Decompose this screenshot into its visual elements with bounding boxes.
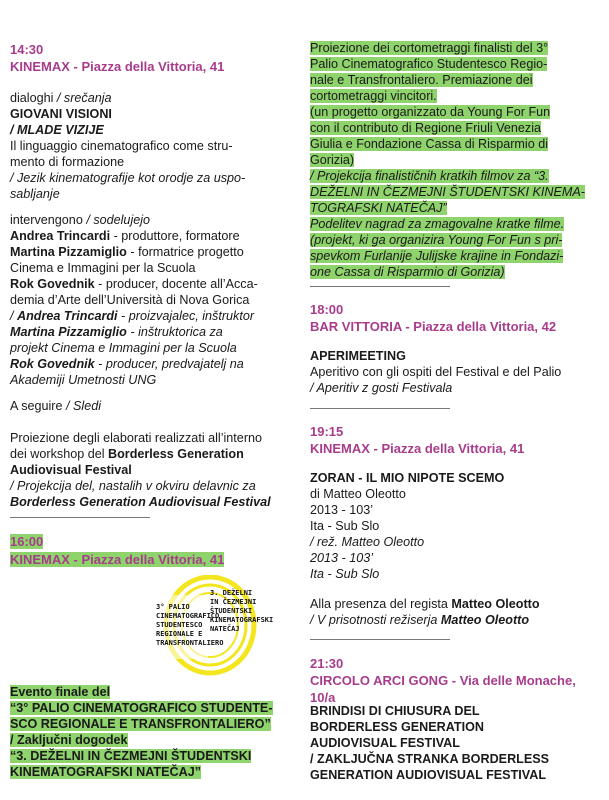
event-time: 19:15 <box>310 424 344 439</box>
top-it-line: cortometraggi vincitori. <box>310 89 437 103</box>
evento-finale-block <box>10 684 298 780</box>
top-it-line: Palio Cinematografico Studentesco Regio- <box>310 57 548 71</box>
divider <box>310 286 450 287</box>
speaker-name: Andrea Trincardi <box>10 229 111 243</box>
speaker-role: demia d’Arte dell’Università di Nova Gorica <box>10 293 250 307</box>
event-time: 18:00 <box>310 302 344 317</box>
top-sl-line: one Cassa di Risparmio di Gorizia) <box>310 265 505 279</box>
event-venue: BAR VITTORIA - Piazza della Vittoria, 42 <box>310 319 557 334</box>
speaker-role-sl: projekt Cinema e Immagini per la Scuola <box>10 341 237 355</box>
desc-sl-1: Jezik kinematografije kot orodje za uspo- <box>17 171 246 185</box>
speaker-role: - produttore, formatore <box>110 229 240 243</box>
session-title-sl: MLADE VIZIJE <box>17 123 104 137</box>
logo-line: 3° PALIO <box>156 603 190 611</box>
event-venue: KINEMAX - Piazza della Vittoria, 41 <box>10 552 225 567</box>
label-sl: sodelujejo <box>93 213 151 227</box>
logo-text-it <box>156 603 224 648</box>
film-lang: Ita - Sub Slo <box>310 519 380 533</box>
palio-logo <box>148 575 274 679</box>
label-it: dialoghi <box>10 91 54 105</box>
desc-it-2: mento di formazione <box>10 155 125 169</box>
top-it-line: Giulia e Fondazione Cassa di Risparmio di <box>310 137 548 151</box>
festival-name: Borderless Generation <box>108 447 244 461</box>
label-sl: srečanja <box>63 91 112 105</box>
divider <box>310 408 450 409</box>
aperimeeting-block <box>310 348 600 396</box>
logo-line: NATEČAJ <box>210 625 240 633</box>
palio-projection-block <box>310 40 600 280</box>
top-it-line: Proiezione dei cortometraggi finalisti del 3° <box>310 41 549 55</box>
speaker-name: Martina Pizzamiglio <box>10 245 127 259</box>
proj-it-2: dei workshop del <box>10 447 109 461</box>
logo-line: KINEMATOGRAFSKI <box>210 616 274 624</box>
event-title: APERIMEETING <box>310 349 406 363</box>
speaker-role: Cinema e Immagini per la Scuola <box>10 261 196 275</box>
event-time: 14:30 <box>10 42 44 57</box>
top-sl-line: (projekt, ki ga organizira Young For Fun s pri- <box>310 233 563 247</box>
presence-block <box>310 596 600 628</box>
presence-it: Alla presenza del regista <box>310 597 452 611</box>
festival-name: Audiovisual Festival <box>10 463 132 477</box>
speaker-name: Rok Govednik <box>10 277 95 291</box>
closing-line: BORDERLESS GENERATION <box>310 720 484 734</box>
logo-text-sl <box>210 589 274 634</box>
closing-line: BRINDISI DI CHIUSURA DEL <box>310 704 480 718</box>
evento-line: KINEMATOGRAFSKI NATEČAJ” <box>10 765 202 779</box>
event-venue: CIRCOLO ARCI GONG - Via delle Monache, 10/a <box>310 673 576 705</box>
evento-line: Evento finale del <box>10 685 111 699</box>
label-sl: Sledi <box>73 399 102 413</box>
film-year: 2013 - 103’ <box>310 503 374 517</box>
top-it-line: Gorizia) <box>310 153 355 167</box>
event-1430 <box>10 42 298 75</box>
top-sl-line: DEŽELNI IN ČEZMEJNI ŠTUDENTSKI KINEMA- <box>310 185 585 199</box>
event-desc-sl: / Aperitiv z gosti Festivala <box>310 381 453 395</box>
film-year-sl: 2013 - 103’ <box>310 551 374 565</box>
evento-line: “3° PALIO CINEMATOGRAFICO STUDENTE- <box>10 701 273 715</box>
desc-sl-2: sabljanje <box>10 187 60 201</box>
logo-line: 3. DEŽELNI <box>210 589 253 597</box>
speaker-role-sl: - inštruktorica za <box>126 325 223 339</box>
film-lang-sl: Ita - Sub Slo <box>310 567 380 581</box>
speaker-role-sl: - producer, predvajatelj na <box>94 357 244 371</box>
logo-line: TRANSFRONTALIERO <box>156 639 224 647</box>
director-name: Matteo Oleotto <box>451 597 540 611</box>
label-it: A seguire <box>10 399 63 413</box>
zoran-block <box>310 470 600 582</box>
desc-it-1: Il linguaggio cinematografico come stru- <box>10 139 233 153</box>
top-sl-line: Podelitev nagrad za zmagovalne kratke filme. <box>310 217 565 231</box>
film-director-sl: / rež. Matteo Oleotto <box>310 535 425 549</box>
proj-sl-1: Projekcija del, nastalih v okviru delavnic za <box>17 479 256 493</box>
event-time: 16:00 <box>10 534 44 549</box>
speaker-role: - producer, docente all’Acca- <box>94 277 258 291</box>
top-it-line: (un progetto organizzato da Young For Fun <box>310 105 551 119</box>
logo-line: ŠTUDENTSKI <box>210 607 253 615</box>
event-2130 <box>310 656 600 706</box>
proj-it-1: Proiezione degli elaborati realizzati all’interno <box>10 431 263 445</box>
aseguire-block: A seguire / Sledi <box>10 399 102 413</box>
top-it-line: nale e Transfrontaliero. Premiazione dei <box>310 73 533 87</box>
speaker-name: Andrea Trincardi <box>17 309 118 323</box>
event-venue: KINEMAX - Piazza della Vittoria, 41 <box>10 59 225 74</box>
speaker-role: - formatrice progetto <box>126 245 244 259</box>
divider <box>10 517 150 518</box>
speakers-block: intervengono / sodelujejo Andrea Trincardi - produttore, formatore Martina Pizzamiglio - formatrice progetto Cinema e Immagini per la Scuola Rok Govednik - producer, docente all’Acca- demia d’Arte dell’Università di Nova Gorica / Andrea Trincardi - proizvajalec, inštruktor Martina Pizzamiglio - inštruktorica za projekt Cinema e Immagini per la Scuola Rok Govednik - producer, predvajatelj na Akademiji Umetnosti UNG <box>10 212 298 388</box>
closing-line: AUDIOVISUAL FESTIVAL <box>310 736 460 750</box>
event-1915 <box>310 424 600 457</box>
speaker-name: Rok Govednik <box>10 357 95 371</box>
closing-block <box>310 703 600 783</box>
speaker-name: Martina Pizzamiglio <box>10 325 127 339</box>
event-venue: KINEMAX - Piazza della Vittoria, 41 <box>310 441 525 456</box>
logo-line: STUDENTESCO <box>156 621 203 629</box>
film-director: di Matteo Oleotto <box>310 487 406 501</box>
top-sl-line: TOGRAFSKI NATEČAJ” <box>310 201 447 215</box>
projection-block: Proiezione degli elaborati realizzati all’interno dei workshop del Borderless Generation Audiovisual Festival / Projekcija del, nastalih v okviru delavnic za Borderless Generation Audiovisual Festival <box>10 430 298 510</box>
label-it: intervengono <box>10 213 83 227</box>
session-title: GIOVANI VISIONI <box>10 107 112 121</box>
evento-line: / Zaključni dogodek <box>10 733 128 747</box>
top-sl-line: spevkom Furlanije Julijske krajine in Fondazi- <box>310 249 564 263</box>
divider <box>310 639 450 640</box>
director-name: Matteo Oleotto <box>440 613 530 627</box>
evento-line: “3. DEŽELNI IN ČEZMEJNI ŠTUDENTSKI <box>10 749 252 763</box>
top-sl-line: / Projekcija finalističnih kratkih filmov za “3. <box>310 169 549 183</box>
event-desc: Aperitivo con gli ospiti del Festival e del Palio <box>310 365 562 379</box>
logo-line: CINEMATOGRAFICO <box>156 612 220 620</box>
film-title: ZORAN - IL MIO NIPOTE SCEMO <box>310 471 505 485</box>
evento-line: SCO REGIONALE E TRANSFRONTALIERO” <box>10 717 271 731</box>
speaker-role-sl: - proizvajalec, inštruktor <box>117 309 255 323</box>
top-it-line: con il contributo di Regione Friuli Venezia <box>310 121 542 135</box>
event-time: 21:30 <box>310 656 344 671</box>
closing-line: / ZAKLJUČNA STRANKA BORDERLESS <box>310 752 550 766</box>
dialoghi-block: dialoghi / srečanja GIOVANI VISIONI / MLADE VIZIJE Il linguaggio cinematografico come stru- mento di formazione / Jezik kinematografije kot orodje za uspo- sabljanje <box>10 90 298 202</box>
logo-line: REGIONALE E <box>156 630 203 638</box>
speaker-role-sl: Akademiji Umetnosti UNG <box>10 373 157 387</box>
event-1600 <box>10 533 298 569</box>
closing-line: GENERATION AUDIOVISUAL FESTIVAL <box>310 768 547 782</box>
presence-sl: / V prisotnosti režiserja <box>310 613 441 627</box>
logo-line: IN ČEZMEJNI <box>210 598 257 606</box>
event-1800 <box>310 302 600 335</box>
festival-name-sl: Borderless Generation Audiovisual Festival <box>10 495 271 509</box>
